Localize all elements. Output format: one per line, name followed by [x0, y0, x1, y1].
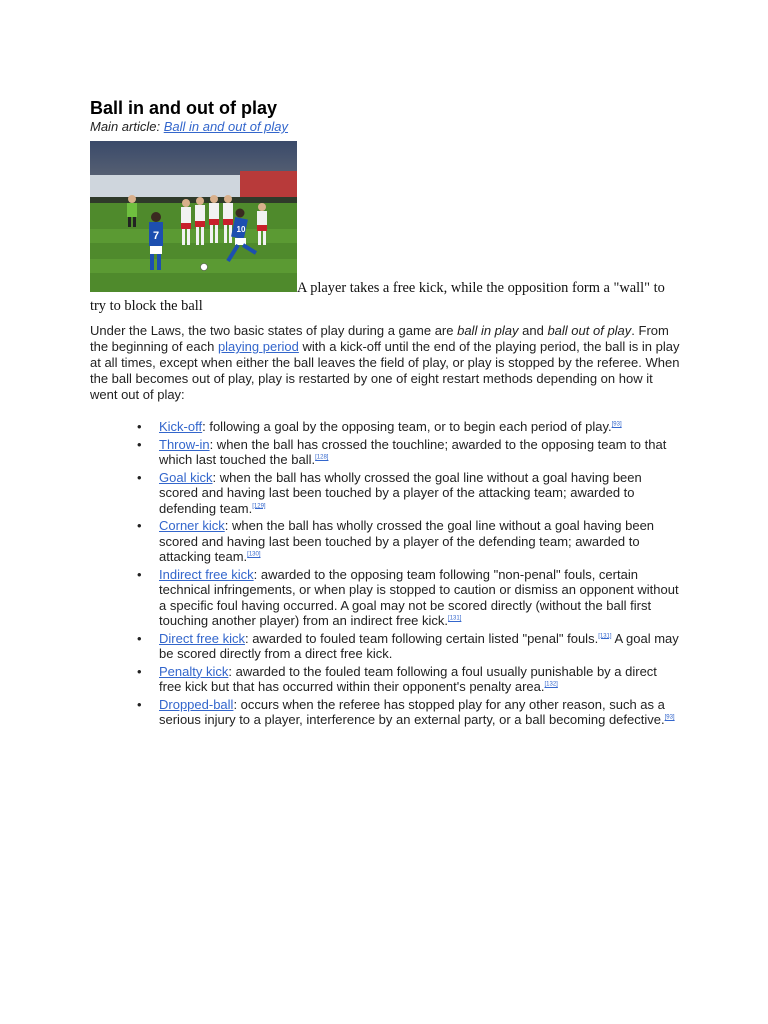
reference-link[interactable]: [129] — [252, 503, 266, 510]
restart-link[interactable]: Kick-off — [159, 419, 203, 434]
figure — [90, 141, 680, 315]
hatnote — [90, 119, 680, 135]
restart-link[interactable]: Goal kick — [159, 469, 213, 485]
playing-period-link[interactable]: playing period — [217, 339, 299, 354]
intro-paragraph — [90, 323, 680, 403]
figure-caption: A player takes a free kick, while the opposition form a "wall" to try to block the ball — [90, 280, 665, 314]
reference-link[interactable]: [93] — [664, 714, 675, 721]
reference-link[interactable]: [131] — [448, 615, 462, 622]
article-section — [90, 97, 680, 730]
list-item: • Goal kick: when the ball has wholly crossed the goal line without a goal having been scored and having last been touched by a player of the attacking team; awarded to defending team.[129] — [137, 469, 642, 516]
restart-methods-list — [90, 419, 680, 728]
list-item: • Direct free kick: awarded to fouled team following certain listed "penal" fouls.[131] A goal may be scored directly from a direct free kick. — [137, 630, 679, 661]
list-item: • Corner kick: when the ball has wholly crossed the goal line without a goal having been scored and having last been touched by a player of the defending team; awarded to attacking team.[130] — [137, 518, 655, 564]
restart-link[interactable]: Dropped-ball — [159, 696, 234, 712]
list-item: • Kick-off: following a goal by the opposing team, or to begin each period of play.[93] — [137, 419, 622, 434]
restart-link[interactable]: Throw-in — [159, 436, 210, 452]
restart-link[interactable]: Corner kick — [159, 518, 225, 533]
main-article-link[interactable]: Ball in and out of play — [163, 119, 289, 134]
term-ball-in-play: ball in play — [457, 323, 519, 338]
list-item: • Indirect free kick: awarded to the opposing team following "non-penal" fouls, certain technical infringements, or when play is stopped to caution or dismiss an opponent without a specific foul having occurred. A goal may not be scored directly (without the ball first touching another player) from an indirect free kick.[131] — [137, 566, 679, 628]
restart-link[interactable]: Indirect free kick — [159, 566, 254, 582]
intro-text: with a kick-off until the end of the playing period, the ball is in play at all times, except when either the ball leaves the field of play, or play is stopped by the referee. When the ball becomes out of play, play is restarted by one of eight restart methods depending on how it went out of play: — [90, 339, 680, 402]
reference-link[interactable]: [130] — [247, 551, 261, 558]
reference-link[interactable]: [128] — [315, 454, 329, 461]
intro-text: . From the beginning of each — [90, 323, 669, 354]
shirt-number-10: 10 — [236, 225, 246, 234]
restart-link[interactable]: Direct free kick — [159, 630, 245, 646]
intro-text: Under the Laws, the two basic states of play during a game are — [90, 323, 458, 338]
restart-link[interactable]: Penalty kick — [159, 663, 229, 679]
reference-link[interactable]: [132] — [544, 681, 558, 688]
reference-link[interactable]: [131] — [598, 633, 612, 640]
hatnote-prefix: Main article: — [90, 119, 161, 134]
term-ball-out-of-play: ball out of play — [547, 323, 632, 338]
list-item: • Dropped-ball: occurs when the referee has stopped play for any other reason, such as a serious injury to a player, interference by an external party, or a ball becoming defective.[93] — [137, 696, 675, 727]
list-item: • Penalty kick: awarded to the fouled team following a foul usually punishable by a direct free kick but that has occurred within their opponent's penalty area.[132] — [137, 663, 657, 694]
list-item: • Throw-in: when the ball has crossed the touchline; awarded to the opposing team to that which last touched the ball.[128] — [137, 436, 667, 467]
shirt-number-7: 7 — [152, 230, 160, 242]
section-heading: Ball in and out of play — [90, 98, 278, 118]
free-kick-photo[interactable] — [90, 141, 297, 292]
reference-link[interactable]: [93] — [611, 421, 622, 428]
intro-text: and — [518, 323, 548, 338]
